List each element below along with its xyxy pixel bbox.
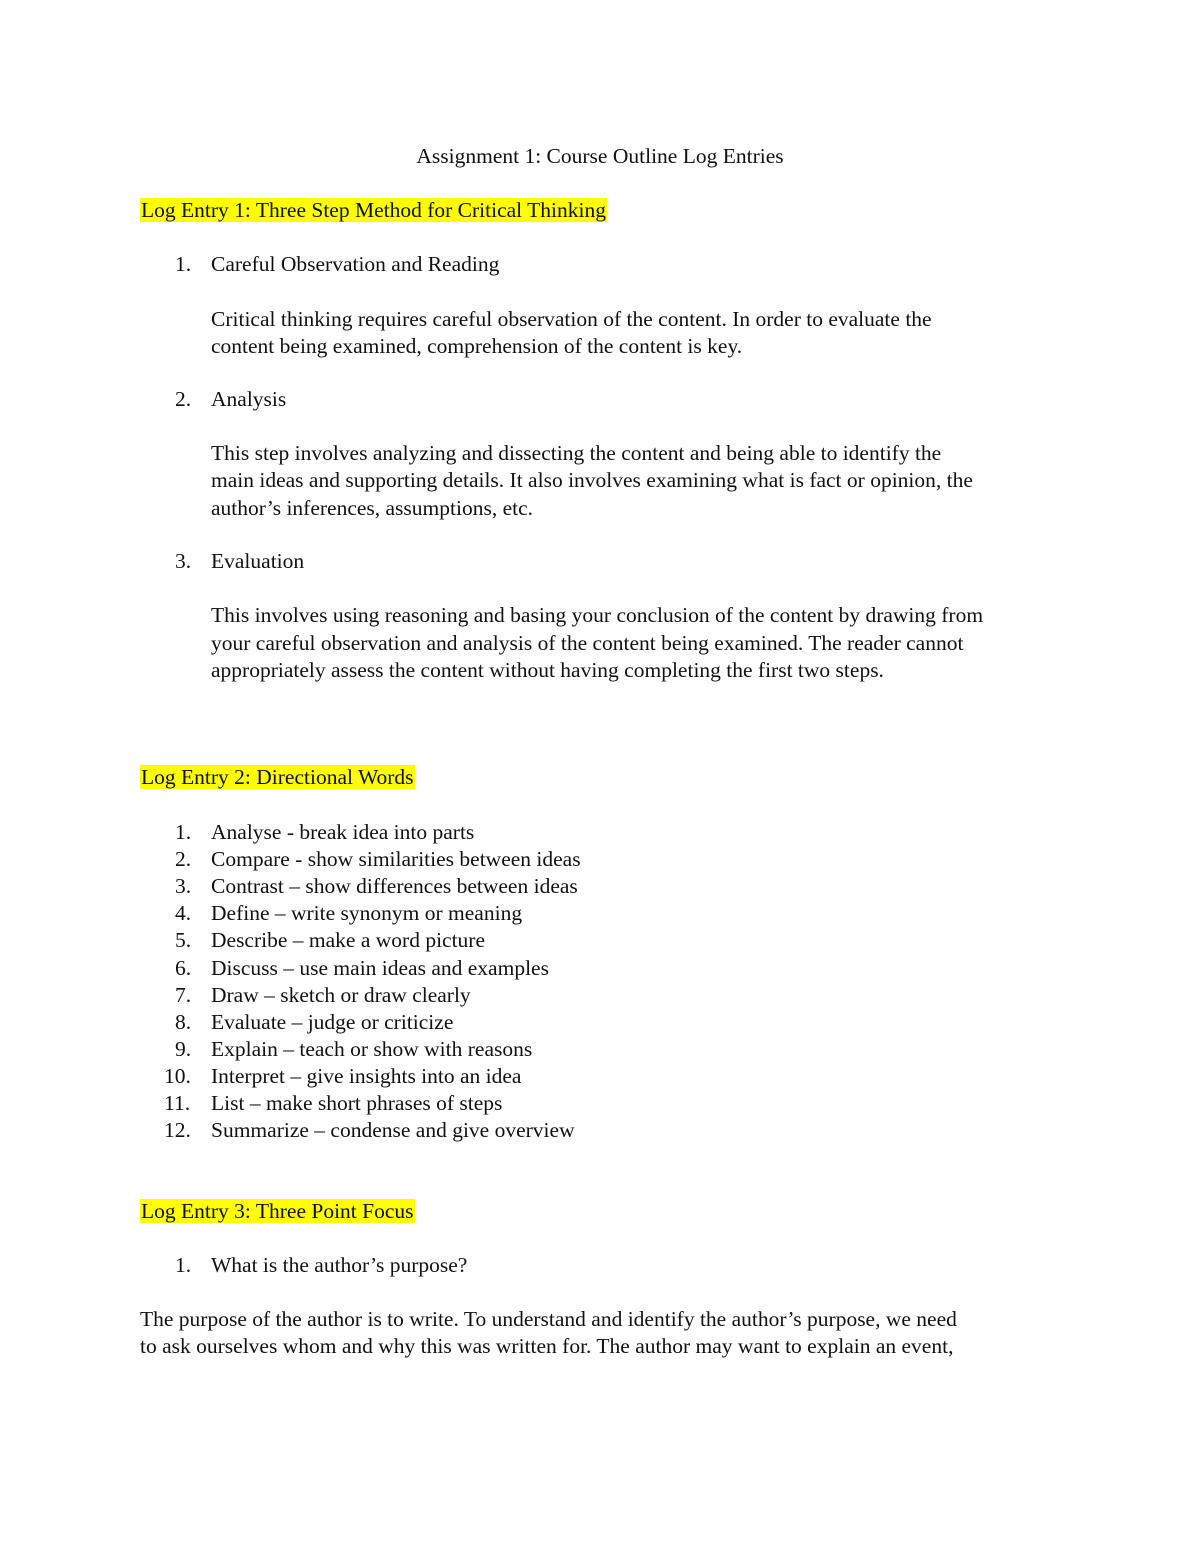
log-entry-3-heading xyxy=(140,1198,415,1225)
step-paragraph-line: This step involves analyzing and dissecting the content and being able to identify the xyxy=(211,441,942,465)
step-label: Careful Observation and Reading xyxy=(211,252,500,276)
list-item-number: 7. xyxy=(175,983,192,1007)
body-paragraph-line: The purpose of the author is to write. To understand and identify the author’s purpose, we need xyxy=(140,1307,957,1331)
highlighted-heading-text: Log Entry 1: Three Step Method for Critical Thinking xyxy=(141,198,606,222)
list-item: Define – write synonym or meaning xyxy=(211,901,523,925)
step-paragraph-line: This involves using reasoning and basing your conclusion of the content by drawing from xyxy=(211,603,984,627)
step-paragraph-line: author’s inferences, assumptions, etc. xyxy=(211,496,534,520)
list-item-number: 3. xyxy=(175,874,192,898)
step-number: 1. xyxy=(175,252,192,276)
step-paragraph-line: main ideas and supporting details. It also involves examining what is fact or opinion, the xyxy=(211,468,973,492)
list-item: Discuss – use main ideas and examples xyxy=(211,956,549,980)
body-paragraph-line: to ask ourselves whom and why this was written for. The author may want to explain an event, xyxy=(140,1334,954,1358)
highlighted-heading-text: Log Entry 2: Directional Words xyxy=(141,765,414,789)
list-item-number: 11. xyxy=(164,1091,191,1115)
list-item: Draw – sketch or draw clearly xyxy=(211,983,471,1007)
list-item: Describe – make a word picture xyxy=(211,928,486,952)
step-paragraph-line: your careful observation and analysis of the content being examined. The reader cannot xyxy=(211,631,964,655)
step-paragraph-line: Critical thinking requires careful observation of the content. In order to evaluate the xyxy=(211,307,932,331)
list-item-number: 9. xyxy=(175,1037,192,1061)
list-item-number: 4. xyxy=(175,901,192,925)
step-label: Analysis xyxy=(211,387,287,411)
list-item-number: 10. xyxy=(164,1064,191,1088)
list-item-number: 12. xyxy=(164,1118,191,1142)
list-item: List – make short phrases of steps xyxy=(211,1091,503,1115)
list-item: Analyse - break idea into parts xyxy=(211,820,475,844)
list-item: Evaluate – judge or criticize xyxy=(211,1010,454,1034)
step-number: 2. xyxy=(175,387,192,411)
list-item-number: 6. xyxy=(175,956,192,980)
step-paragraph-line: appropriately assess the content without having completing the first two steps. xyxy=(211,658,884,682)
list-item-number: 2. xyxy=(175,847,192,871)
list-item-number: 8. xyxy=(175,1010,192,1034)
list-item: What is the author’s purpose? xyxy=(211,1253,468,1277)
log-entry-1-heading xyxy=(140,197,607,224)
list-item: Compare - show similarities between ideas xyxy=(211,847,581,871)
list-item: Summarize – condense and give overview xyxy=(211,1118,575,1142)
list-item-number: 1. xyxy=(175,1253,192,1277)
log-entry-2-heading xyxy=(140,764,415,791)
step-number: 3. xyxy=(175,549,192,573)
step-paragraph-line: content being examined, comprehension of the content is key. xyxy=(211,334,743,358)
document-title: Assignment 1: Course Outline Log Entries xyxy=(416,144,784,168)
list-item: Interpret – give insights into an idea xyxy=(211,1064,522,1088)
list-item-number: 1. xyxy=(175,820,192,844)
list-item: Contrast – show differences between ideas xyxy=(211,874,578,898)
list-item: Explain – teach or show with reasons xyxy=(211,1037,533,1061)
step-label: Evaluation xyxy=(211,549,305,573)
list-item-number: 5. xyxy=(175,928,192,952)
highlighted-heading-text: Log Entry 3: Three Point Focus xyxy=(141,1199,414,1223)
